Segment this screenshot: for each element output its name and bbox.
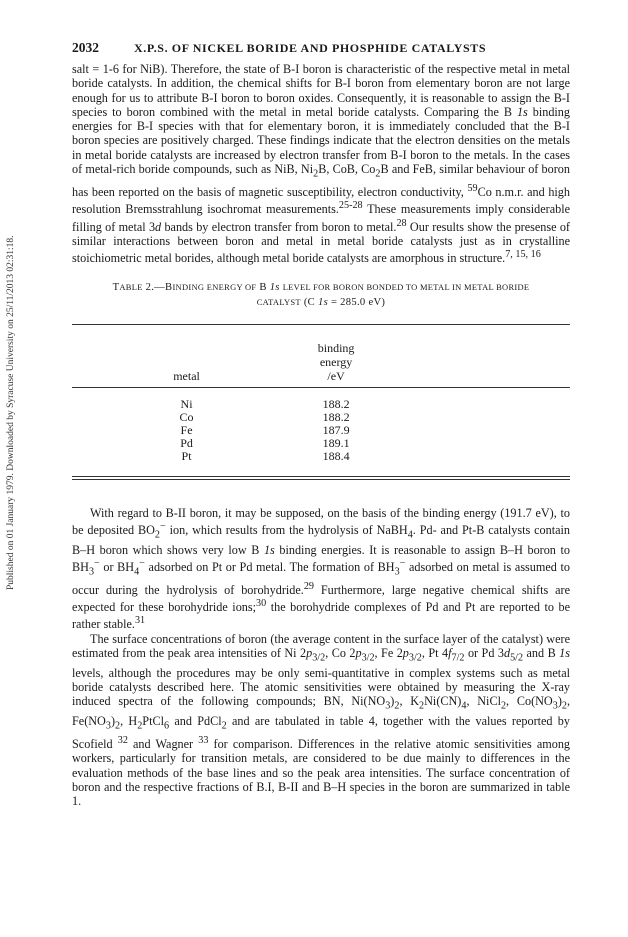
metal-cell: Ni [180,396,193,411]
paragraph-2: With regard to B-II boron, it may be supposed, on the basis of the binding energy (191.7 eV), to be deposited $BO_2^-$ ion, which results from the hydrolysis of NaBH$_4$. Pd- and Pt-B catalysts contain B–H boron which shows very low B 1s binding energies. It is reasonable to assign B–H boron to $BH_3^-$ or $BH_4^-$ adsorbed on Pt or Pd metal. The formation of $BH_3^-$ adsorbed on metal is assumed to occur during the hydrolysis of borohydride.$^{29}$ Furthermore, large negative chemical shifts are expected for these borohydride ions;$^{30}$ the borohydride complexes of Pd and Pt are reported to be rather stable.$^{31}$ [72,505,571,632]
table-row [72,398,570,411]
column-header-metal: metal [173,368,200,383]
binding-energy-cell: 187.9 [322,422,350,437]
page-header [72,40,570,62]
paragraph-3: The surface concentrations of boron (the average content in the surface layer of the catalyst) were estimated from the peak area intensities of Ni $2p_{3/2}$, Co $2p_{3/2}$, Fe $2p_{3/2}$, Pt $4f_{7/2}$ or Pd $3d_{5/2}$ and B 1s levels, although the procedures may be only semi-quantitative in complex systems such as metal boride catalysts described here. The atomic sensitivities were obtained by measuring the X-ray induced spectra of the following compounds; BN, $Ni(NO_3)_2$, $K_2Ni(CN)_4$, NiCl$_2$, $Co(NO_3)_2$, $Fe(NO_3)_2$, $H_2PtCl_6$ and PdCl$_2$ and are tabulated in table 4, together with the values reported by Scofield $^{32}$ and Wagner $^{33}$ for comparison. Differences in the relative atomic sensitivities among workers, particularly for transition metals, are considered to be due mainly to differences in the evaluation methods of the base lines and so the peak area intensities. The surface concentration of boron and the respective fractions of B.I, B-II and B–H species in the boron are summarized in table 1. [72,631,571,809]
table-row [72,411,570,424]
table-caption-line-1: TABLE 2.—BINDING ENERGY OF B 1s LEVEL FOR BORON BONDED TO METAL IN METAL BORIDE [112,281,530,293]
binding-energy-cell: 188.2 [322,396,350,411]
binding-energy-cell: 188.2 [322,409,350,424]
metal-cell: Pt [181,449,192,464]
table-row [72,437,570,450]
metal-cell: Pd [180,436,193,451]
journal-page [72,40,570,808]
download-provenance-note: Published on 01 January 1979. Downloaded by Syracuse University on 25/11/2013 02:31:18. [6,235,16,590]
binding-energy-cell: 188.4 [322,449,350,464]
table-header-rule [72,387,570,388]
table-top-rule [72,324,570,325]
table-bottom-rule [72,476,570,480]
binding-energy-table [72,339,570,385]
table-caption-line-2: CATALYST (C 1s = 285.0 eV) [256,296,386,308]
body-text [72,62,570,266]
table-row [72,450,570,463]
metal-cell: Co [179,409,194,424]
running-title: X.P.S. OF NICKEL BORIDE AND PHOSPHIDE CATALYSTS [134,41,487,55]
binding-energy-table-block [72,324,570,480]
binding-energy-cell: 189.1 [322,436,350,451]
metal-cell: Fe [180,422,193,437]
table-caption [72,280,570,310]
table-row [72,424,570,437]
page-number: 2032 [72,40,99,55]
body-text-continued [72,506,570,809]
binding-energy-rows [72,398,570,464]
paragraph-1: salt = 1-6 for NiB). Therefore, the state of B-I boron is characteristic of the respective metal in metal boride catalysts. In addition, the chemical shifts for B-I boron from elementary boron are not large enough for us to attribute B-I boron to boron oxides. Consequently, it is reasonable to assign the B-I species to boron combined with the metal in metal boride catalysts. Comparing the B 1s binding energies for B-I species with that for elementary boron, it is immediately concluded that the B-I boron species are positively charged. These findings indicate that the electron densities on the metals in metal boride catalysts are increased by electron transfer from B-I boron to the metals. In the cases of metal-rich boride compounds, such as NiB, $Ni_2B$, CoB, $Co_2B$ and FeB, similar behaviour of boron has been reported on the basis of magnetic susceptibility, electron conductivity, $^{59}$Co n.m.r. and high resolution Bremsstrahlung isochromat measurements.$^{25-28}$ These measurements imply considerable filling of metal 3d bands by electron transfer from boron to metal.$^{28}$ Our results show the presense of similar interactions between boron and metal in metal boride catalysts just as in crystalline stoichiometric metal borides, although metal boride catalysts are amorphous in structure.$^{7, 15, 16}$ [72,62,570,266]
column-header-binding-energy: binding energy /eV [317,340,355,383]
